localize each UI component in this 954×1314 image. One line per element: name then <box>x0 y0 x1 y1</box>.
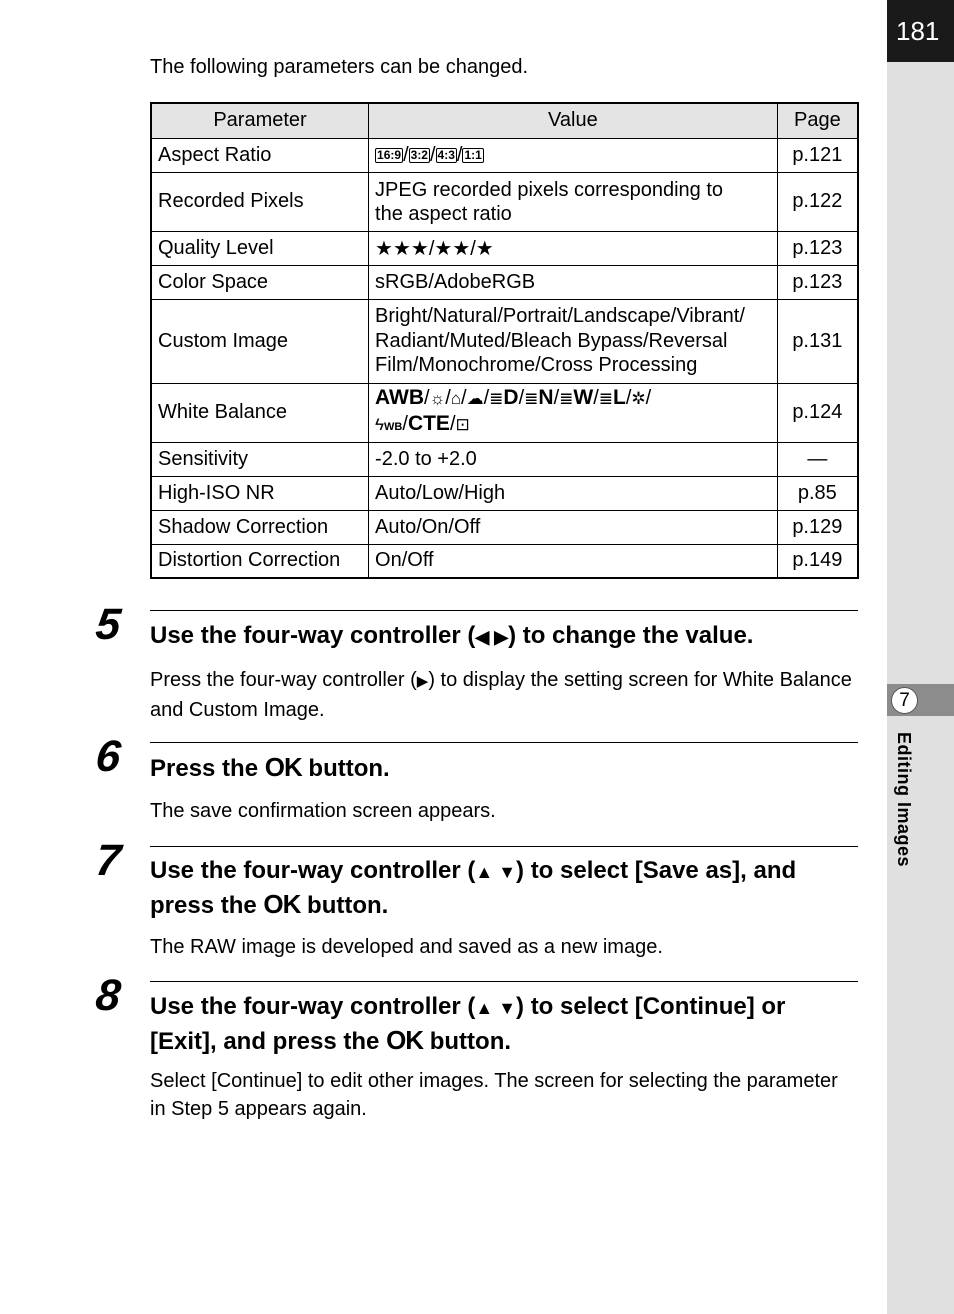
step-body-text: Press the four-way controller ( <box>150 669 417 691</box>
value-line: the aspect ratio <box>375 202 512 225</box>
header-parameter: Parameter <box>151 103 369 138</box>
table-row <box>151 383 858 442</box>
step-divider <box>150 846 858 847</box>
intro-text: The following parameters can be changed. <box>150 56 529 78</box>
value-cell <box>369 383 778 442</box>
value-cell: Auto/On/Off <box>369 510 778 544</box>
value-cell: ★★★/★★/★ <box>369 231 778 265</box>
fluorescent-w-icon: W <box>573 386 594 409</box>
step-body-text: ) to display the setting screen for White Balance and Custom Image. <box>150 669 852 721</box>
value-cell: On/Off <box>369 544 778 578</box>
aspect-3-2-icon: 3:2 <box>410 147 428 162</box>
value-cell <box>369 299 778 383</box>
ok-button-icon: OK <box>386 1025 424 1055</box>
page-cell: p.149 <box>777 544 858 578</box>
param-cell: Recorded Pixels <box>151 172 369 231</box>
wb-line-2: ϟWB/CTE/⊡ <box>375 412 470 435</box>
step-title <box>150 620 858 653</box>
value-line: Radiant/Muted/Bleach Bypass/Reversal <box>375 329 728 352</box>
page-cell: — <box>777 442 858 476</box>
step-number: 8 <box>93 971 124 1020</box>
step-title-text: ) to select [Save as], and press the <box>150 857 797 919</box>
fluorescent-icon: ≣ <box>559 389 574 408</box>
chapter-number: 7 <box>891 687 918 714</box>
parameter-table <box>150 102 859 579</box>
step-body: The RAW image is developed and saved as a new image. <box>150 936 663 958</box>
value-cell: 16:9 / 3:2 / 4:3 / 1:1 <box>369 138 778 172</box>
aspect-1-1-icon: 1:1 <box>464 147 482 162</box>
step-body: Select [Continue] to edit other images. The screen for selecting the parameter in Step 5 appears again. <box>150 1070 838 1120</box>
param-cell: Color Space <box>151 265 369 299</box>
step-divider <box>150 742 858 743</box>
step-title-text: ) to select [Continue] or [Exit], and press the <box>150 993 786 1055</box>
page-cell: p.129 <box>777 510 858 544</box>
shade-icon: ⌂ <box>450 389 462 408</box>
table-row <box>151 231 858 265</box>
left-right-arrows-icon: ◀ ▶ <box>475 627 509 647</box>
param-cell: Quality Level <box>151 231 369 265</box>
param-cell: Shadow Correction <box>151 510 369 544</box>
value-cell: Auto/Low/High <box>369 476 778 510</box>
step-body <box>150 666 858 724</box>
step-divider <box>150 610 858 611</box>
auto-wb-icon: AWB <box>375 386 425 409</box>
page-number: 181 <box>887 0 954 62</box>
fluorescent-d-icon: D <box>503 386 519 409</box>
table-row <box>151 510 858 544</box>
flash-icon: ϟ <box>375 415 385 434</box>
header-page: Page <box>777 103 858 138</box>
wb-line-1: AWB/☼/⌂/☁/≣D/≣N/≣W/≣L/✲/ <box>375 386 652 409</box>
table-row <box>151 476 858 510</box>
param-cell: Custom Image <box>151 299 369 383</box>
step-number: 5 <box>93 600 124 649</box>
table-row <box>151 442 858 476</box>
value-cell: -2.0 to +2.0 <box>369 442 778 476</box>
daylight-icon: ☼ <box>429 389 446 408</box>
page-cell: p.122 <box>777 172 858 231</box>
right-arrow-icon: ▶ <box>416 673 429 690</box>
aspect-4-3-icon: 4:3 <box>437 147 455 162</box>
table-row <box>151 265 858 299</box>
page-cell: p.85 <box>777 476 858 510</box>
param-cell: Sensitivity <box>151 442 369 476</box>
value-line: Bright/Natural/Portrait/Landscape/Vibrant/ <box>375 305 745 328</box>
table-header-row <box>151 103 858 138</box>
step-title-text: Use the four-way controller ( <box>150 993 476 1020</box>
page-cell: p.121 <box>777 138 858 172</box>
param-cell: Aspect Ratio <box>151 138 369 172</box>
param-cell: White Balance <box>151 383 369 442</box>
up-down-arrows-icon: ▲ ▼ <box>475 862 517 882</box>
fluorescent-icon: ≣ <box>598 389 614 408</box>
cte-icon: CTE <box>407 412 450 435</box>
chapter-label: Editing Images <box>894 732 914 868</box>
fluorescent-icon: ≣ <box>524 389 539 408</box>
step-number: 7 <box>93 836 124 885</box>
page-cell: p.123 <box>777 231 858 265</box>
table-row <box>151 138 858 172</box>
step-title <box>150 751 858 785</box>
page-cell: p.124 <box>777 383 858 442</box>
fluorescent-icon: ≣ <box>489 389 504 408</box>
ok-button-icon: OK <box>264 752 302 782</box>
table-row <box>151 299 858 383</box>
param-cell: High-ISO NR <box>151 476 369 510</box>
page-cell: p.123 <box>777 265 858 299</box>
step-divider <box>150 981 858 982</box>
fluorescent-n-icon: N <box>538 386 554 409</box>
step-title <box>150 991 858 1058</box>
step-title-text: button. <box>301 755 390 782</box>
value-line: JPEG recorded pixels corresponding to <box>375 178 724 201</box>
flash-wb-label: WB <box>384 421 403 433</box>
step-title-text: Press the <box>150 755 265 782</box>
tungsten-icon: ✲ <box>631 389 646 408</box>
step-body: The save confirmation screen appears. <box>150 800 496 822</box>
table-row <box>151 172 858 231</box>
ok-button-icon: OK <box>263 889 301 919</box>
cloudy-icon: ☁ <box>466 389 484 408</box>
page-cell: p.131 <box>777 299 858 383</box>
step-title <box>150 855 858 922</box>
step-title-text: Use the four-way controller ( <box>150 857 476 884</box>
up-down-arrows-icon: ▲ ▼ <box>475 998 517 1018</box>
step-title-text: button. <box>300 892 389 919</box>
value-line: Film/Monochrome/Cross Processing <box>375 354 698 377</box>
step-number: 6 <box>93 732 124 781</box>
value-cell: sRGB/AdobeRGB <box>369 265 778 299</box>
param-cell: Distortion Correction <box>151 544 369 578</box>
aspect-16-9-icon: 16:9 <box>377 147 402 162</box>
manual-wb-icon: ⊡ <box>455 415 470 434</box>
step-title-text: ) to change the value. <box>508 622 754 649</box>
chapter-sidebar <box>887 0 954 1314</box>
header-value: Value <box>369 103 778 138</box>
step-title-text: Use the four-way controller ( <box>150 622 476 649</box>
table-row <box>151 544 858 578</box>
step-title-text: button. <box>423 1028 512 1055</box>
fluorescent-l-icon: L <box>613 386 626 409</box>
value-cell <box>369 172 778 231</box>
